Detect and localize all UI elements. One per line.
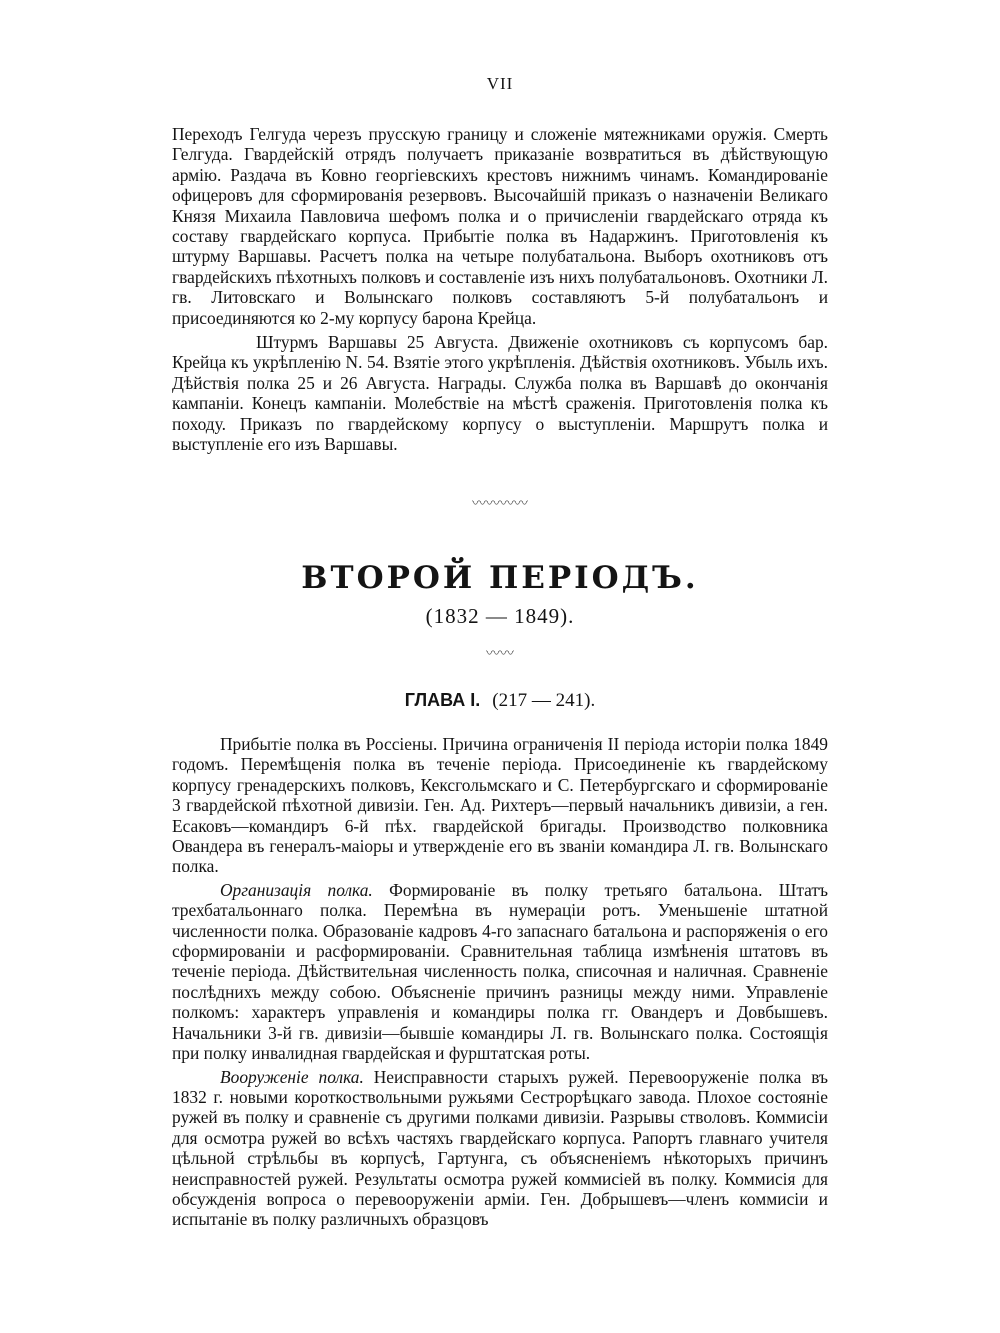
subsection-text: Формированіе въ полку третьяго батальона. Штатъ трехбатальоннаго полка. Перемѣна въ нумераціи ротъ. Уменьшеніе штатной численности полка. Образованіе кадровъ 4-го запаснаго батальона и распоряженія о его сформированіи и расформированіи. Сравнительная таблица измѣненія штатовъ въ теченіе періода. Дѣйствительная численность полка, списочная и наличная. Сравненіе послѣднихъ между собою. Объясненіе причинъ разницы между ними. Управленіе полкомъ: характеръ управленія и командиры полка гг. Овандеръ и Довбышевъ. Начальники 3-й гв. дивизіи—бывшіе командиры Л. гв. Волынскаго полка. Состоящія при полку инвалидная гвардейская и фурштатская роты.: [172, 879, 828, 1064]
paragraph: Переходъ Гелгуда черезъ прусскую границу и сложеніе мятежниками оружія. Смерть Гелгуда. Гвардейскій отрядъ получаетъ приказаніе возвратиться въ дѣйствующую армію. Раздача въ Ковно георгіевскихъ крестовъ нижнимъ чинамъ. Командированіе офицеровъ для сформированія резервовъ. Высочайшій приказъ о назначеніи Великаго Князя Михаила Павловича шефомъ полка и о причисленіи гвардейскаго отряда къ составу гвардейскаго корпуса. Прибытіе полка въ Надаржинъ. Приготовленія къ штурму Варшавы. Расчетъ полка на четыре полубатальона. Выборъ охотниковъ отъ гвардейскихъ пѣхотныхъ полковъ и составленіе изъ нихъ полубатальоновъ. Охотники Л. гв. Литовскаго и Волынскаго полковъ составляютъ 5-й полубатальонъ и присоединяются ко 2-му корпусу барона Крейца.: [172, 124, 828, 328]
chapter-text: [172, 734, 828, 1230]
period-title: ВТОРОЙ ПЕРІОДЪ.: [301, 560, 699, 596]
chapter-label: ГЛАВА I.: [404, 690, 481, 710]
paragraph: Штурмъ Варшавы 25 Августа. Движеніе охотниковъ съ корпусомъ бар. Крейца къ укрѣпленію N. 54. Взятіе этого укрѣпленія. Дѣйствія охотниковъ. Убыль ихъ. Дѣйствія полка 25 и 26 Августа. Награды. Служба полка въ Варшавѣ до окончанія кампаніи. Конецъ кампаніи. Молебствіе на мѣстѣ сраженія. Приготовленія полка къ походу. Приказъ по гвардейскому корпусу о выступленіи. Маршрутъ полка и выступленіе его изъ Варшавы.: [172, 332, 828, 455]
chapter-intro: Прибытіе полка въ Россіены. Причина ограниченія II періода исторіи полка 1849 годомъ. Перемѣщенія полка въ теченіе періода. Присоединеніе къ гвардейскому корпусу гренадерскихъ полковъ, Кексгольмскаго и С. Петербургскаго и сформированіе 3 гвардейской пѣхотной дивизіи. Ген. Ад. Рихтеръ—первый начальникъ дивизіи, а ген. Есаковъ—командиръ 6-й пѣх. гвардейской бригады. Производство полковника Овандера въ генералъ-маіоры и утвержденіе его въ званіи командира Л. гв. Волынскаго полка.: [172, 734, 828, 877]
subsection-armament: [172, 1067, 828, 1230]
section-top-text: [172, 124, 828, 455]
period-years: (1832 — 1849).: [425, 604, 575, 628]
page-number: VII: [486, 74, 514, 93]
subsection-text: Неисправности старыхъ ружей. Перевооруженіе полка въ 1832 г. новыми короткоствольными ружьями Сестрорѣцкаго завода. Плохое состояніе ружей въ полку и сравненіе съ другими полками дивизіи. Разрывы стволовъ. Коммисіи для осмотра ружей во всѣхъ частяхъ гвардейскаго корпуса. Рапортъ главнаго учителя цѣльной стрѣльбы въ корпусѣ, Гартунга, съ объясненіемъ нѣкоторыхъ причинъ неисправностей ружей. Результаты осмотра ружей коммисіей въ полку. Коммисія для обсужденія вопроса о перевооруженіи арміи. Ген. Добрышевъ—членъ коммисіи и испытаніе въ полку различныхъ образцовъ: [172, 1066, 828, 1230]
ornament-divider: 〰〰〰〰: [472, 497, 528, 512]
subsection-organization: [172, 880, 828, 1064]
subsection-title: Организація полка.: [220, 879, 373, 900]
chapter-heading: [0, 690, 1000, 712]
chapter-pages: (217 — 241).: [492, 690, 596, 711]
ornament-divider: 〰〰: [486, 647, 514, 662]
subsection-title: Вооруженіе полка.: [220, 1066, 364, 1087]
